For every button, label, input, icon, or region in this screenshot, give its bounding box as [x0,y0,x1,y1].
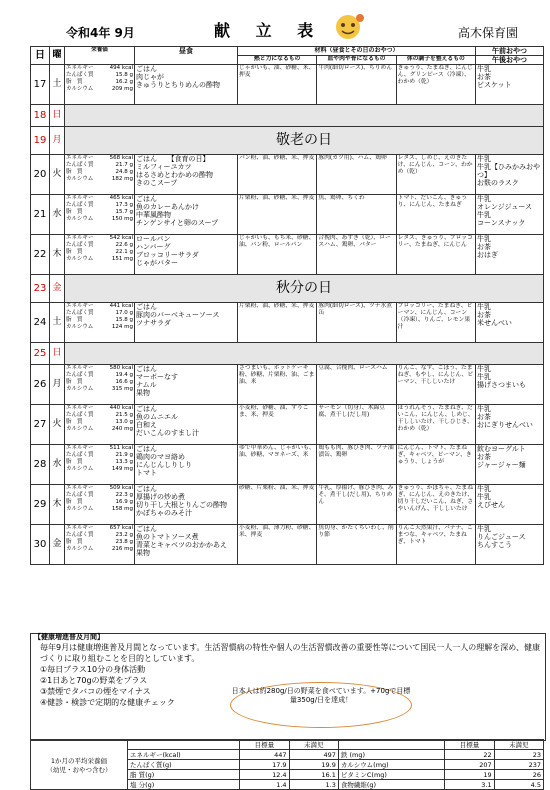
avg-item-value: 237 [494,760,543,770]
day-date: 30 [31,525,50,565]
material-energy-cell: ゆで中華めん、じゃがいも、油、砂糖、マヨネーズ、米 [238,445,317,485]
material-protein-cell: 合挽肉、あずき（乾）、ロースハム、鶏卵、バター [317,235,396,275]
nutrition-label: 脂 質 [66,539,83,545]
header-m2: 血や肉や骨になるもの [317,56,396,65]
nutrition-label: 脂 質 [66,317,83,323]
material-energy-cell: 砂糖、片栗粉、油、米、押麦 [238,485,317,525]
nutrition-label: エネルギー [66,445,94,451]
nutrition-line [66,412,133,419]
nutrition-value: 124 mg [111,324,133,330]
avg-item-label: 脂 質(g) [128,770,240,780]
organization-name: 高木保育園 [458,26,519,40]
avg-item-value: 26 [494,770,543,780]
nutrition-value: 22.6 g [115,242,133,248]
nutrition-line [66,256,133,263]
nutrition-value: 13.0 g [115,419,133,425]
nutrition-label: カルシウム [66,506,94,512]
nutrition-cell [65,445,135,485]
snack-cell: 飲むヨーグルト お茶 ジャージャー麺 [476,445,544,485]
avg-item-value: 1.3 [289,780,338,790]
nutrition-line [66,445,133,452]
nutrition-line [66,202,133,209]
nutrition-value: 465 kcal [109,195,133,201]
snack-cell: 牛乳 お茶 米せんべい [476,303,544,343]
nutrition-value: 315 mg [111,386,133,392]
day-date: 23 [31,275,50,303]
header-dow: 曜 [50,47,65,65]
material-energy-cell: 小麦粉、砂糖、油、すりごま、米、押麦 [238,405,317,445]
day-dow: 水 [50,445,65,485]
menu-row [31,235,544,275]
material-energy-cell: 小麦粉、油、薄力粉、砂糖、米、押麦 [238,525,317,565]
nutrition-value: 16.9 g [115,499,133,505]
avg-item-value: 207 [445,760,494,770]
lunch-cell: ごはん 厚揚げの炒め煮 切り干し大根とりんごの酢物 かぼちゃのみそ汁 [135,485,238,525]
nutrition-value: 15.8 g [115,317,133,323]
material-vitamin-cell: にんじん、トマト、たまねぎ、キャベツ、ピーマン、きゅうり、しょうが [396,445,475,485]
nutrition-label: カルシウム [66,86,94,92]
nutrition-value: 440 kcal [109,405,133,411]
material-protein-cell: 豆腐、合挽肉、ロースハム [317,365,396,405]
nutrition-value: 15.7 g [115,209,133,215]
nutrition-cell [65,525,135,565]
nutrition-value: 13.3 g [115,459,133,465]
menu-row [31,405,544,445]
avg-item-label: 塩 分(g) [128,780,240,790]
material-energy-cell: 片栗粉、油、砂糖、米、押麦 [238,303,317,343]
nutrition-line [66,466,133,473]
nutrition-value: 22.1 g [115,249,133,255]
menu-row [31,525,544,565]
nutrition-line [66,525,133,532]
holiday-cell [65,343,544,365]
day-dow: 水 [50,195,65,235]
avg-blank [128,740,240,750]
nutrition-cell [65,155,135,195]
average-nutrition [30,739,544,789]
menu-row [31,365,544,405]
nutrition-label: たんぱく質 [66,242,94,248]
nutrition-value: 441 kcal [109,303,133,309]
nutrition-line [66,546,133,553]
header-snack-pm: 午後おやつ [476,56,544,65]
material-protein-cell: 豚肉(細切ロース)、ツナ水煮缶 [317,303,396,343]
nutrition-value: 21.7 g [115,162,133,168]
snack-cell: 牛乳 オレンジジュース 牛乳 コーンスナック [476,195,544,235]
nutrition-label: エネルギー [66,405,94,411]
nutrition-line [66,195,133,202]
nutrition-line [66,386,133,393]
nutrition-label: カルシウム [66,466,94,472]
avg-item-label: 食物繊維(g) [338,780,444,790]
nutrition-cell [65,65,135,105]
nutrition-label: カルシウム [66,324,94,330]
nutrition-label: たんぱく質 [66,202,94,208]
material-vitamin-cell: りんご天然果汁、バナナ、こまつな、キャベツ、たまねぎ、トマト [396,525,475,565]
material-protein-cell: 豚肉(カツ用)、ハム、鶏卵 [317,155,396,195]
lunch-cell: ごはん 【食育の日】 ミルフィーユカツ はるさめとわかめの酢物 きのこスープ [135,155,238,195]
holiday-cell: 敬老の日 [65,127,544,155]
nutrition-line [66,372,133,379]
nutrition-line [66,426,133,433]
avg-item-value: 497 [289,750,338,760]
nutrition-line [66,303,133,310]
avg-item-label: 鉄 (mg) [338,750,444,760]
day-date: 27 [31,405,50,445]
nutrition-line [66,155,133,162]
material-energy-cell: じゃがいも、もち米、砂糖、油、パン粉、ロールパン [238,235,317,275]
nutrition-label: 脂 質 [66,379,83,385]
nutrition-line [66,317,133,324]
avg-item-value: 19.9 [289,760,338,770]
nutrition-value: 16.6 g [115,379,133,385]
avg-item-label: ビタミンC(mg) [338,770,444,780]
avg-item-value: 1.4 [240,780,289,790]
material-vitamin-cell: きゅうり、たまねぎ、にんじん、グリンピース（冷凍）、わかめ（乾） [396,65,475,105]
snack-cell: 牛乳 お茶 ビスケット [476,65,544,105]
nutrition-value: 23.2 g [115,532,133,538]
avg-item-label: カルシウム(mg) [338,760,444,770]
nutrition-value: 511 kcal [109,445,133,451]
avg-blank-2 [338,740,444,750]
nutrition-value: 15.8 g [115,72,133,78]
nutrition-label: カルシウム [66,176,94,182]
snack-cell: 牛乳 りんごジュース ちんすこう [476,525,544,565]
nutrition-value: 21.9 g [115,452,133,458]
nutrition-label: エネルギー [66,65,94,71]
day-dow: 木 [50,235,65,275]
avg-h-child: 未満児 [289,740,338,750]
material-energy-cell: パン粉、油、砂糖、米、押麦 [238,155,317,195]
avg-h-target: 目標量 [240,740,289,750]
nutrition-label: 脂 質 [66,209,83,215]
nutrition-label: 脂 質 [66,249,83,255]
day-date: 20 [31,155,50,195]
menu-row [31,343,544,365]
nutrition-value: 182 mg [111,176,133,182]
material-protein-cell: 牛乳、厚揚げ、豚ひき肉、みそ、煮干し(だし用)、ちりめん [317,485,396,525]
day-dow: 木 [50,485,65,525]
menu-row [31,485,544,525]
nutrition-cell [65,235,135,275]
nutrition-value: 657 kcal [109,525,133,531]
nutrition-value: 17.0 g [115,310,133,316]
material-protein-cell: サーモン（切身）、木綿豆腐、煮干し(だし用) [317,405,396,445]
snack-cell: 牛乳 牛乳【ひみかみおやつ】 お麩のラスク [476,155,544,195]
material-energy-cell: じゃがいも、油、砂糖、米、押麦 [238,65,317,105]
nutrition-label: カルシウム [66,216,94,222]
nutrition-value: 24.8 g [115,169,133,175]
nutrition-line [66,539,133,546]
snack-cell: 牛乳 牛乳 えびせん [476,485,544,525]
nutrition-value: 494 kcal [109,65,133,71]
day-date: 25 [31,343,50,365]
nutrition-label: たんぱく質 [66,72,94,78]
day-dow: 土 [50,303,65,343]
day-date: 24 [31,303,50,343]
day-dow: 日 [50,105,65,127]
nutrition-line [66,485,133,492]
nutrition-line [66,216,133,223]
nutrition-line [66,86,133,93]
nutrition-value: 580 kcal [109,365,133,371]
lunch-cell: ごはん マーボーなす ナムル 果物 [135,365,238,405]
day-dow: 日 [50,343,65,365]
nutrition-line [66,249,133,256]
avg-item-value: 17.9 [240,760,289,770]
nutrition-label: エネルギー [66,155,94,161]
nutrition-value: 216 mg [111,546,133,552]
nutrition-line [66,379,133,386]
material-energy-cell: さつまいも、ホットケーキ粉、砂糖、片栗粉、油、ごま油、米 [238,365,317,405]
nutrition-cell [65,485,135,525]
nutrition-line [66,419,133,426]
nutrition-label: エネルギー [66,235,94,241]
nutrition-line [66,324,133,331]
header-lunch: 昼食 [135,47,238,65]
header-m1: 熱と力になるもの [238,56,317,65]
header-date: 日 [31,47,50,65]
nutrition-label: エネルギー [66,195,94,201]
avg-item-value: 3.1 [445,780,494,790]
menu-table [30,46,544,565]
day-dow: 月 [50,127,65,155]
nutrition-line [66,452,133,459]
day-date: 29 [31,485,50,525]
lunch-cell: ごはん 魚のトマトソース煮 青菜とキャベツのおかかあえ 果物 [135,525,238,565]
snack-cell: 牛乳 お茶 おはぎ [476,235,544,275]
nutrition-cell [65,195,135,235]
nutrition-line [66,405,133,412]
nutrition-value: 568 kcal [109,155,133,161]
menu-row [31,275,544,303]
header [0,0,550,46]
day-date: 17 [31,65,50,105]
nutrition-value: 149 mg [111,466,133,472]
avg-h-child-2: 未満児 [494,740,543,750]
lunch-cell: ごはん 肉じゃが きゅうりとちりめんの酢物 [135,65,238,105]
nutrition-line [66,242,133,249]
day-dow: 土 [50,65,65,105]
day-date: 19 [31,127,50,155]
avg-item-value: 23 [494,750,543,760]
avg-label: 1か月の平均栄養価 （幼児・おやつ含む） [31,740,128,790]
nutrition-label: たんぱく質 [66,452,94,458]
day-dow: 火 [50,405,65,445]
nutrition-label: たんぱく質 [66,310,94,316]
menu-row [31,65,544,105]
day-dow: 火 [50,155,65,195]
nutrition-line [66,176,133,183]
nutrition-line [66,506,133,513]
material-protein-cell: 魚切身、かたくちいわし、削り節 [317,525,396,565]
menu-row [31,445,544,485]
day-dow: 金 [50,525,65,565]
material-vitamin-cell: レタス、きゅうり、ブロッコリー、たまねぎ、にんじん [396,235,475,275]
lunch-cell: ロールパン ハンバーグ ブロッコリーサラダ じゃがバター [135,235,238,275]
menu-row [31,303,544,343]
lunch-cell: ごはん 鶏肉のマヨ絡め にんじんしりしり トマト [135,445,238,485]
day-date: 21 [31,195,50,235]
material-vitamin-cell: トマト、だいこん、きゅうり、にんじん、たまねぎ [396,195,475,235]
nutrition-value: 23.8 g [115,539,133,545]
nutrition-line [66,65,133,72]
nutrition-label: カルシウム [66,256,94,262]
lunch-cell: ごはん 魚のカレーあんかけ 中華風酢物 チンゲンサイと卵のスープ [135,195,238,235]
avg-item-label: たんぱく質(g) [128,760,240,770]
day-date: 18 [31,105,50,127]
avg-item-label: エネルギー(kcal) [128,750,240,760]
material-energy-cell: 片栗粉、油、砂糖、米、押麦 [238,195,317,235]
header-snack-am: 午前おやつ [476,47,544,56]
nutrition-line [66,459,133,466]
nutrition-value: 16.2 g [115,79,133,85]
nutrition-value: 150 mg [111,216,133,222]
nutrition-line [66,72,133,79]
nutrition-label: 脂 質 [66,169,83,175]
nutrition-line [66,162,133,169]
material-vitamin-cell: レタス、しめじ、えのきたけ、にんじん、コーン、わかめ（乾） [396,155,475,195]
nutrition-cell [65,365,135,405]
nutrition-line [66,235,133,242]
day-date: 26 [31,365,50,405]
nutrition-value: 509 kcal [109,485,133,491]
avg-item-value: 447 [240,750,289,760]
nutrition-label: 脂 質 [66,419,83,425]
material-vitamin-cell: きゅうり、かぼちゃ、たまねぎ、にんじん、えのきたけ、切り干しだいこん、ねぎ、さやいんげん、干ししいたけ [396,485,475,525]
nutrition-label: エネルギー [66,485,94,491]
nutrition-value: 158 mg [111,506,133,512]
nutrition-label: カルシウム [66,546,94,552]
material-vitamin-cell: りんご、なす、ごぼう、たまねぎ、もやし、にんじん、ピーマン、干ししいたけ [396,365,475,405]
nutrition-cell [65,303,135,343]
avg-item-value: 19 [445,770,494,780]
material-protein-cell: 魚、鶏卵、ちくわ [317,195,396,235]
page-title: 献 立 表 [214,21,324,40]
nutrition-label: 脂 質 [66,499,83,505]
avg-item-value: 12.4 [240,770,289,780]
nutrition-value: 209 mg [111,86,133,92]
material-protein-cell: 牛肉(細切ロース)、ちりめん [317,65,396,105]
header-m3: 体の調子を整えるもの [396,56,475,65]
nutrition-line [66,310,133,317]
nutrition-label: 脂 質 [66,459,83,465]
holiday-cell: 秋分の日 [65,275,544,303]
nutrition-label: たんぱく質 [66,412,94,418]
nutrition-value: 151 mg [111,256,133,262]
nutrition-value: 240 mg [111,426,133,432]
nutrition-label: 脂 質 [66,79,83,85]
footer-text: 毎年9月は健康増進普及月間となっています。生活習慣病の特性や個人の生活習慣改善の重要性等について国民一人一人の理解を深め、健康づくりに取り組むことを目的としています。 ①毎日プラス10分の身体活動 ②1日あと70gの野菜をプラス ③禁煙でタバコの煙をマイナス ④健診・検診で定期的な健康チェック [40,643,540,707]
nutrition-cell [65,405,135,445]
holiday-cell [65,105,544,127]
avg-item-value: 22 [445,750,494,760]
day-date: 28 [31,445,50,485]
nutrition-label: たんぱく質 [66,372,94,378]
nutrition-label: エネルギー [66,525,94,531]
avg-item-value: 16.1 [289,770,338,780]
header-nutrition: 栄養価 [65,47,135,65]
nutrition-line [66,492,133,499]
snack-cell: 牛乳 牛乳 揚げさつまいも [476,365,544,405]
speech-bubble: 日本人は約280g/日の野菜を食べています。+70gで目標量350g/日を達成！ [230,682,412,728]
nutrition-value: 21.5 g [115,412,133,418]
material-vitamin-cell: ほうれんそう、たまねぎ、だいこん、にんじん、しめじ、干ししいたけ、干しひじき、わかめ（乾） [396,405,475,445]
decorative-logo-icon [330,12,366,42]
material-vitamin-cell: ブロッコリー、たまねぎ、ピーマン、にんじん、コーン（冷凍）、りんご、レモン果汁 [396,303,475,343]
nutrition-value: 22.3 g [115,492,133,498]
nutrition-value: 542 kcal [109,235,133,241]
lunch-cell: ごはん 魚のムニエル 白和え だいこんのすまし汁 [135,405,238,445]
nutrition-line [66,499,133,506]
lunch-cell: ごはん 豚肉のバーベキューソース ツナサラダ [135,303,238,343]
snack-cell: 牛乳 お茶 おにぎりせんべい [476,405,544,445]
nutrition-line [66,532,133,539]
material-protein-cell: 鶏もも肉、豚ひき肉、ツナ油漬缶、鶏卵 [317,445,396,485]
nutrition-line [66,365,133,372]
header-materials: 材料（昼食とその日のおやつ） [238,47,476,56]
day-date: 22 [31,235,50,275]
avg-h-target-2: 目標量 [445,740,494,750]
nutrition-label: エネルギー [66,365,94,371]
menu-row [31,155,544,195]
nutrition-label: たんぱく質 [66,532,94,538]
nutrition-label: たんぱく質 [66,162,94,168]
nutrition-label: カルシウム [66,386,94,392]
day-dow: 月 [50,365,65,405]
nutrition-line [66,79,133,86]
footer-heading: 【健康増進普及月間】 [34,633,104,641]
period: 令和4年 9月 [66,26,135,40]
nutrition-line [66,209,133,216]
nutrition-label: エネルギー [66,303,94,309]
menu-row [31,195,544,235]
nutrition-label: たんぱく質 [66,492,94,498]
nutrition-label: カルシウム [66,426,94,432]
avg-item-value: 4.5 [494,780,543,790]
menu-row [31,105,544,127]
day-dow: 金 [50,275,65,303]
nutrition-line [66,169,133,176]
menu-row [31,127,544,155]
nutrition-value: 19.4 g [115,372,133,378]
nutrition-value: 17.3 g [115,202,133,208]
